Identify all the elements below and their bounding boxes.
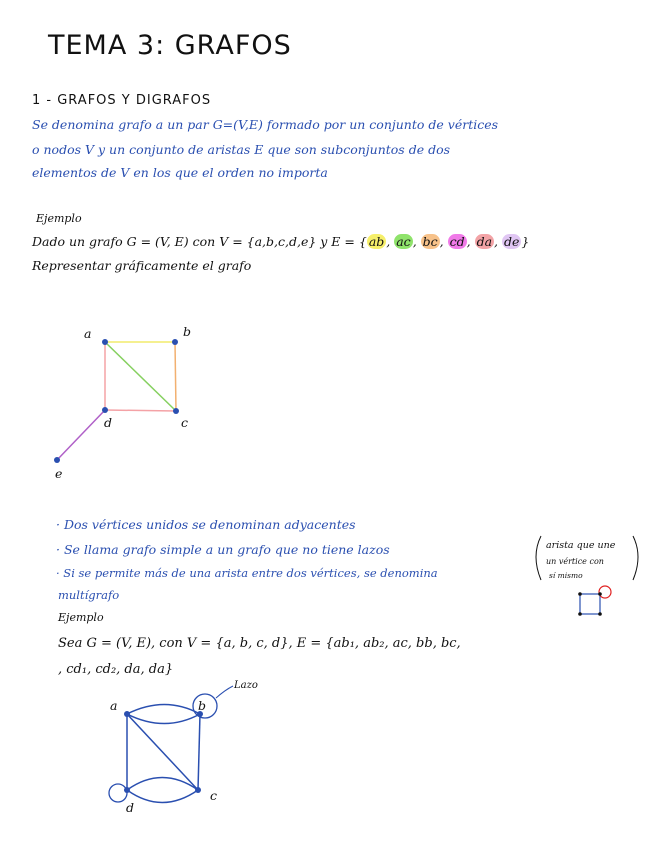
edge-highlight-cd: cd (449, 234, 465, 249)
lazo-note-line-2: un vértice con (546, 557, 604, 566)
definition-line-1: Se denomina grafo a un par G=(V,E) formado por un conjunto de vértices (32, 117, 499, 132)
vertex-2-label-d: d (126, 800, 135, 815)
page-title: TEMA 3: GRAFOS (48, 30, 292, 61)
definition-line-2: o nodos V y un conjunto de aristas E que son subconjuntos de dos (32, 142, 451, 157)
edge-highlight-de: de (504, 234, 520, 249)
edge-highlight-ac: ac (396, 234, 411, 249)
bullet-multigrafo-cont: multígrafo (58, 588, 120, 602)
vertex-2-label-c: c (210, 788, 218, 803)
edge-cd2 (127, 790, 198, 803)
vertex-2-label-b: b (198, 698, 207, 713)
vertex-c (195, 787, 201, 793)
edge-highlight-ab: ab (368, 234, 385, 249)
bullet-grafo-simple: · Se llama grafo simple a un grafo que no tiene lazos (56, 542, 390, 557)
lazo-note-line-1: arista que une (546, 540, 616, 551)
vertex-2-label-a: a (110, 698, 118, 713)
example-1-instruction: Representar gráficamente el grafo (32, 258, 252, 273)
vertex-d (124, 787, 130, 793)
example-1-suffix: } (521, 234, 530, 249)
edge-ab1 (127, 705, 200, 715)
section-heading: 1 - GRAFOS Y DIGRAFOS (32, 93, 212, 108)
lazo-note-line-3: sí mismo (549, 571, 583, 580)
vertex-a (124, 711, 130, 717)
example-1-prefix: Dado un grafo G = (V, E) con V = {a,b,c,d,e} y E = { (32, 234, 367, 249)
edge-ac (127, 714, 198, 790)
vertex-label-b: b (183, 324, 192, 339)
edge-ab2 (127, 714, 200, 724)
vertex-label-e: e (55, 466, 63, 481)
definition-line-3: elementos de V en los que el orden no importa (32, 165, 328, 180)
vertex-label-c: c (181, 415, 189, 430)
example-2-label: Ejemplo (58, 611, 104, 624)
example-1-statement: Dado un grafo G = (V, E) con V = {a,b,c,d,e} y E = { ab , ac , bc , cd , da , de } (32, 234, 530, 249)
edge-highlight-da: da (476, 234, 493, 249)
example-1-label: Ejemplo (36, 212, 82, 225)
edge-bc (198, 714, 200, 790)
vertex-label-a: a (84, 326, 92, 341)
lazo-label: Lazo (234, 680, 258, 691)
edge-highlight-bc: bc (422, 234, 438, 249)
example-2-line-2: , cd₁, cd₂, da, da} (58, 662, 174, 677)
lazo-arrow (216, 686, 233, 698)
vertex-label-d: d (104, 415, 113, 430)
bullet-multigrafo: · Si se permite más de una arista entre dos vértices, se denomina (56, 566, 438, 580)
example-2-line-1: Sea G = (V, E), con V = {a, b, c, d}, E = {ab₁, ab₂, ac, bb, bc, (58, 636, 461, 651)
loop-dd (109, 784, 127, 802)
bullet-adyacentes: · Dos vértices unidos se denominan adyacentes (56, 517, 356, 532)
